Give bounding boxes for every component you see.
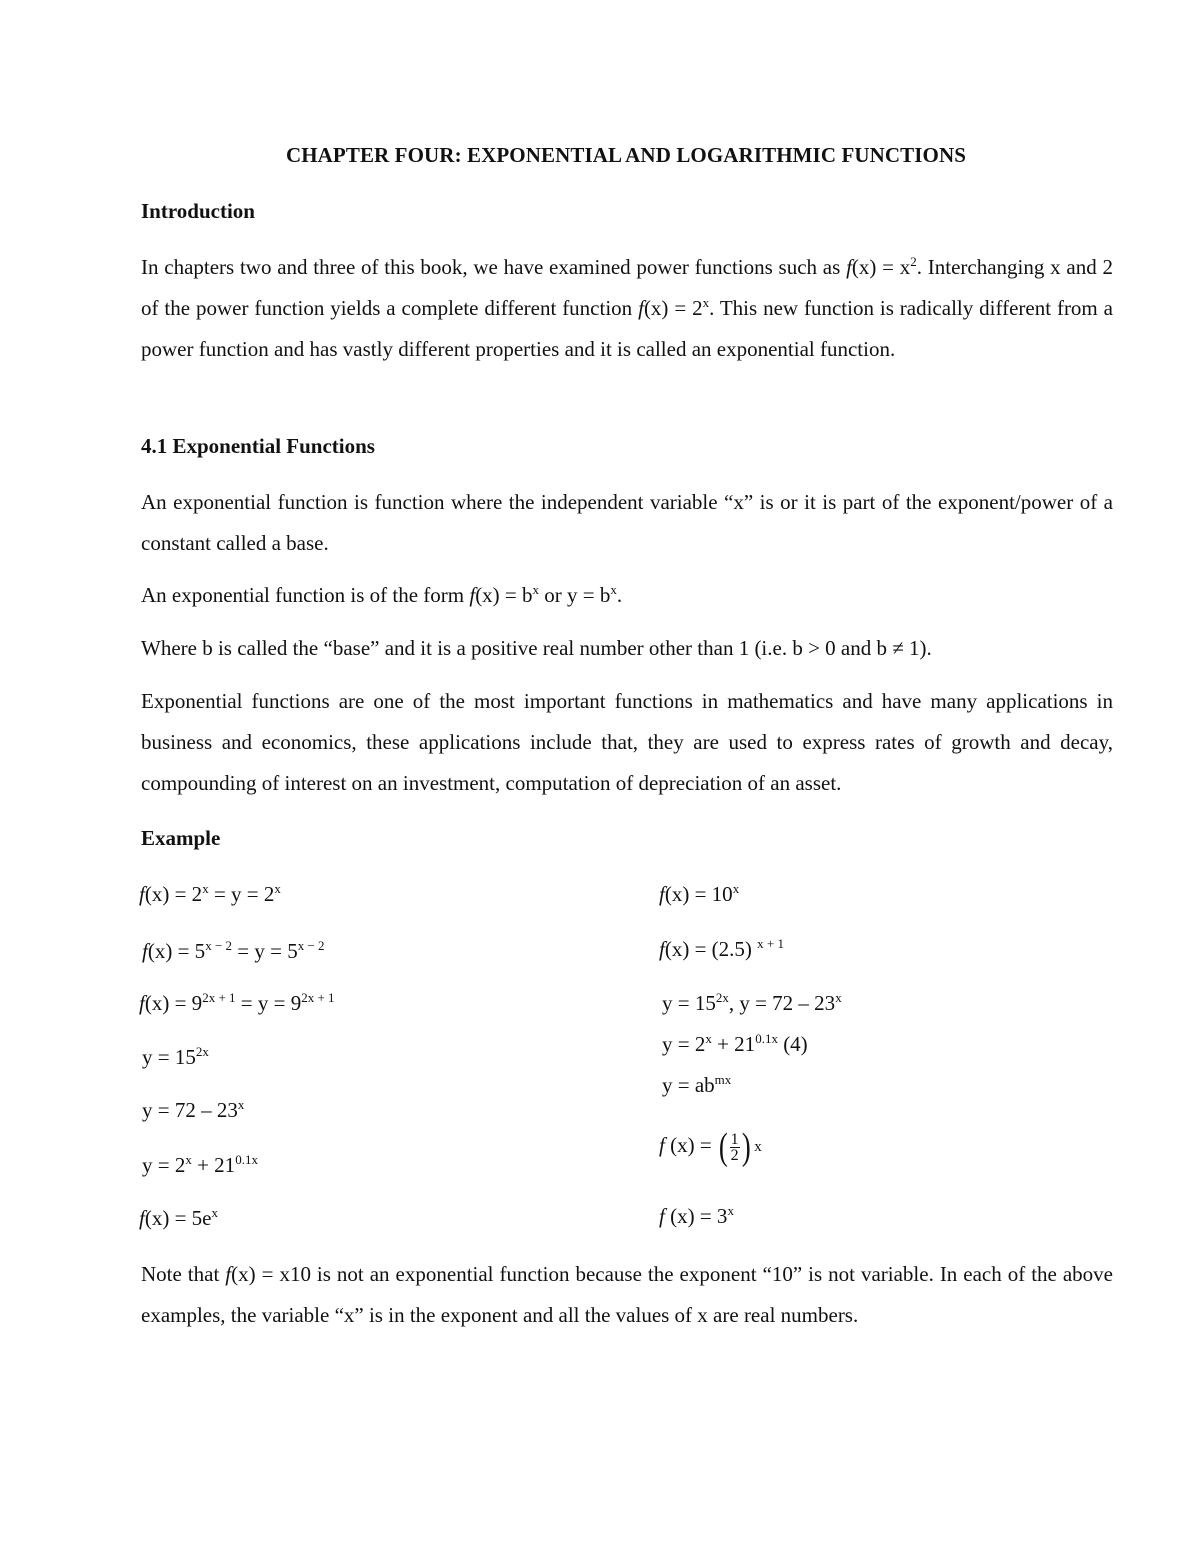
example-right-1 xyxy=(659,882,739,907)
introduction-heading: Introduction xyxy=(141,199,255,223)
example-text: y = 72 – 23 xyxy=(142,1098,238,1122)
example-right-3 xyxy=(662,991,842,1016)
example-exponent: x xyxy=(211,1205,218,1220)
example-text: (x) = 5e xyxy=(144,1206,212,1230)
example-left-3 xyxy=(139,991,335,1016)
section-heading: 4.1 Exponential Functions xyxy=(141,434,375,458)
f-symbol: f xyxy=(846,255,852,279)
form-mid2: or y = b xyxy=(539,583,611,607)
example-exponent: 2x xyxy=(195,1044,209,1059)
example-exponent: x − 2 xyxy=(297,938,325,953)
definition-paragraph: An exponential function is function where the independent variable “x” is or it is part of the exponent/power of a constant called a base. xyxy=(141,490,1113,555)
example-exponent: 2x + 1 xyxy=(202,990,236,1005)
form-end: . xyxy=(616,583,623,607)
example-text: (x) = 3 xyxy=(664,1204,728,1228)
example-right-5 xyxy=(662,1073,731,1098)
note-text-1: Note that xyxy=(141,1262,226,1286)
f-symbol: f xyxy=(139,882,145,906)
f-symbol: f xyxy=(659,1204,665,1228)
example-exponent: 0.1x xyxy=(235,1152,258,1167)
example-text: + 21 xyxy=(711,1032,756,1056)
example-left-7 xyxy=(139,1206,218,1231)
example-right-6 xyxy=(659,1128,762,1166)
f-symbol: f xyxy=(469,583,476,607)
form-exponent-1: x xyxy=(532,582,540,597)
f-symbol: f xyxy=(659,882,665,906)
fraction-one-half: ( $\frac{1}{2}$ ) x xyxy=(718,1126,762,1168)
importance-paragraph: Exponential functions are one of the most important functions in mathematics and have many applications in business and economics, these applications include that, they are used to express rates of growth and decay, compounding of interest on an investment, computation of depreciation of an asset. xyxy=(141,689,1113,795)
example-exponent: 2x xyxy=(715,990,729,1005)
example-text: (x) = 2 xyxy=(144,882,203,906)
example-left-6 xyxy=(142,1153,258,1178)
example-text: (x) = (2.5) xyxy=(664,937,758,961)
example-exponent: x − 2 xyxy=(205,938,233,953)
note-paragraph xyxy=(141,1254,1113,1336)
intro-text-4: (x) = 2 xyxy=(643,296,703,320)
example-left-4 xyxy=(142,1045,209,1070)
right-paren: ) xyxy=(741,1126,751,1168)
example-text: y = ab xyxy=(662,1073,715,1097)
f-symbol: f xyxy=(139,1206,145,1230)
example-text: y = 2 xyxy=(662,1032,706,1056)
fraction-denominator: 2 xyxy=(730,1146,739,1164)
example-text: (x) = 9 xyxy=(144,991,203,1015)
example-text: y = 2 xyxy=(142,1153,186,1177)
example-left-1 xyxy=(139,882,281,907)
example-exponent: x xyxy=(202,881,209,896)
example-exponent: x xyxy=(185,1152,192,1167)
intro-exponent-1: 2 xyxy=(910,254,917,269)
form-prefix: An exponential function is of the form xyxy=(141,583,470,607)
intro-text-2: (x) = x xyxy=(851,255,911,279)
example-exponent: x xyxy=(274,881,281,896)
example-exponent: x xyxy=(727,1203,734,1218)
example-text: (4) xyxy=(777,1032,808,1056)
form-exponent-2: x xyxy=(610,582,617,597)
example-text: (x) = xyxy=(664,1132,717,1157)
intro-exponent-2: x xyxy=(702,295,710,310)
f-symbol: f xyxy=(225,1262,232,1286)
fraction-stack xyxy=(730,1132,740,1163)
example-text: = y = 9 xyxy=(235,991,302,1015)
example-exponent: x + 1 xyxy=(757,936,785,951)
example-right-2 xyxy=(659,937,784,962)
intro-text-1: In chapters two and three of this book, we have examined power functions such as xyxy=(141,255,847,279)
example-exponent: 2x + 1 xyxy=(301,990,335,1005)
chapter-title: CHAPTER FOUR: EXPONENTIAL AND LOGARITHMIC FUNCTIONS xyxy=(285,143,967,167)
example-heading: Example xyxy=(141,826,221,850)
example-text: = y = 5 xyxy=(232,939,298,963)
example-text: = y = 2 xyxy=(208,882,275,906)
example-right-4 xyxy=(662,1032,808,1057)
example-exponent: x xyxy=(705,1031,712,1046)
form-mid: (x) = b xyxy=(475,583,533,607)
intro-text-3: . Interchanging x and 2 of the power function yields a complete different function xyxy=(141,255,1113,320)
fraction-numerator: 1 xyxy=(730,1130,739,1148)
note-text-2: (x) = x10 is not an exponential function because the exponent “10” is not variable. In each of the above examples, the variable “x” is in the exponent and all the values of x are real numbers. xyxy=(141,1262,1114,1327)
intro-text-5: . This new function is radically different from a power function and has vastly different properties and it is called an exponential function. xyxy=(141,296,1113,361)
f-symbol: f xyxy=(139,991,145,1015)
example-text: + 21 xyxy=(191,1153,236,1177)
base-line: Where b is called the “base” and it is a positive real number other than 1 (i.e. b > 0 and b ≠ 1). xyxy=(141,636,932,660)
left-paren: ( xyxy=(718,1126,728,1168)
example-text: , y = 72 – 23 xyxy=(728,991,836,1015)
f-symbol: f xyxy=(638,296,644,320)
form-line xyxy=(141,583,622,608)
example-left-2 xyxy=(142,939,325,964)
example-right-7 xyxy=(659,1204,734,1229)
example-exponent: x xyxy=(835,990,842,1005)
f-symbol: f xyxy=(142,939,148,963)
example-text: y = 15 xyxy=(142,1045,196,1069)
f-symbol: f xyxy=(659,1132,665,1157)
example-exponent: mx xyxy=(714,1072,732,1087)
example-text: (x) = 5 xyxy=(147,939,206,963)
f-symbol: f xyxy=(659,937,665,961)
example-text: (x) = 10 xyxy=(664,882,733,906)
example-exponent: x xyxy=(732,881,740,896)
example-left-5 xyxy=(142,1098,244,1123)
example-text: y = 15 xyxy=(662,991,716,1015)
introduction-paragraph xyxy=(141,247,1113,370)
example-exponent: 0.1x xyxy=(755,1031,778,1046)
example-exponent: x xyxy=(237,1097,245,1112)
